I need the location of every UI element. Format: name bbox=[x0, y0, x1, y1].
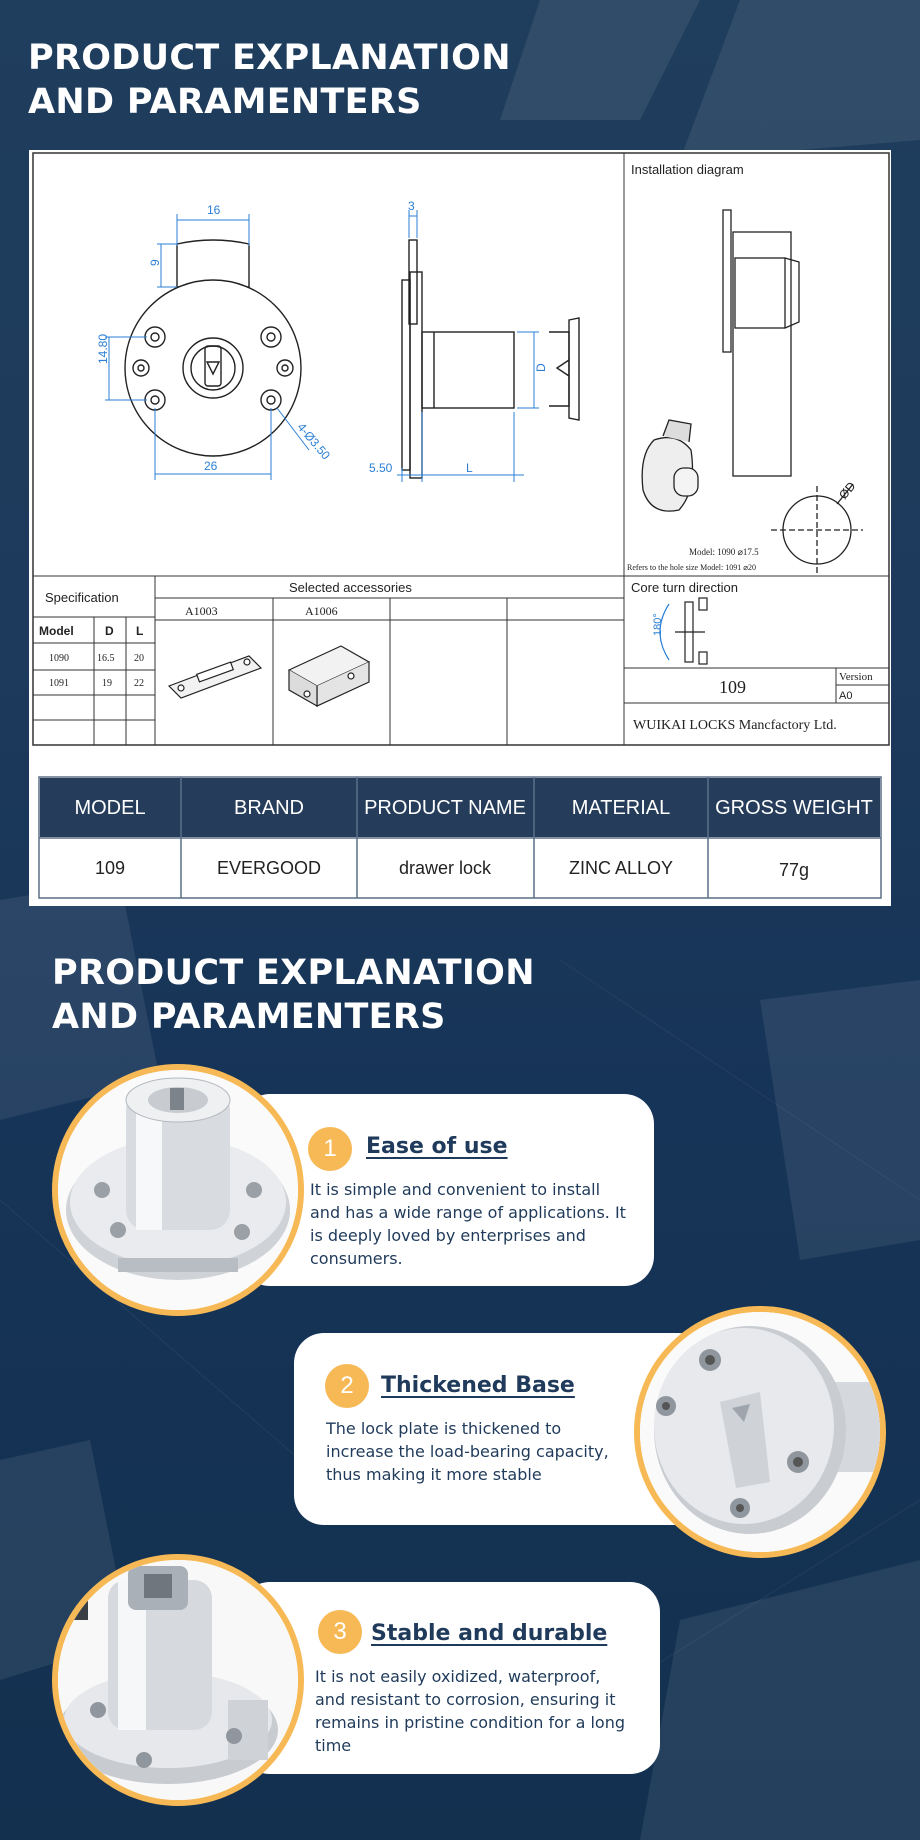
lock-photo-angle bbox=[52, 1554, 304, 1806]
dim-D: D bbox=[534, 363, 548, 372]
lock-photo-front bbox=[52, 1064, 304, 1316]
drawing-number: 109 bbox=[719, 677, 746, 697]
feature-number-badge: 1 bbox=[308, 1127, 352, 1171]
dim-phi-D: ØD bbox=[836, 479, 859, 502]
dim-hole: 4-Ø3.50 bbox=[294, 420, 333, 463]
feature-title: Stable and durable bbox=[371, 1621, 608, 1646]
version-label: Version bbox=[839, 671, 873, 683]
param-value-gross-weight: 77g bbox=[778, 860, 810, 880]
feature-number-badge: 3 bbox=[318, 1610, 362, 1654]
spec-cell: 1090 bbox=[49, 653, 69, 664]
param-value-brand: EVERGOOD bbox=[216, 858, 322, 878]
dim-16: 16 bbox=[207, 203, 221, 217]
core-turn-label: Core turn direction bbox=[631, 580, 738, 595]
front-view bbox=[125, 240, 301, 456]
lock-photo-base bbox=[634, 1306, 886, 1558]
dim-3: 3 bbox=[408, 199, 415, 213]
spec-header-l: L bbox=[136, 624, 144, 638]
installation-diagram-label: Installation diagram bbox=[631, 162, 744, 177]
spec-cell: 22 bbox=[134, 678, 144, 689]
param-value-product-name: drawer lock bbox=[398, 858, 492, 878]
version-value: A0 bbox=[839, 690, 853, 702]
feature-title: Thickened Base bbox=[381, 1373, 575, 1398]
feature-description: It is not easily oxidized, waterproof, and resistant to corrosion, ensuring it remains in pristine condition for a long time bbox=[315, 1667, 626, 1755]
spec-cell: 19 bbox=[102, 678, 112, 689]
param-header-brand: BRAND bbox=[233, 797, 305, 819]
section-title-2 bbox=[52, 951, 535, 1039]
dim-180: 180° bbox=[652, 613, 664, 636]
install-note-1: Model: 1090 ⌀17.5 bbox=[689, 547, 759, 557]
dim-L: L bbox=[466, 461, 473, 475]
feature-title: Ease of use bbox=[366, 1134, 508, 1159]
installation-view bbox=[642, 210, 863, 574]
accessory-code-a1003: A1003 bbox=[185, 604, 218, 618]
dim-14-80: 14.80 bbox=[96, 333, 110, 364]
param-value-model: 109 bbox=[94, 858, 126, 878]
section-title-1 bbox=[28, 36, 511, 124]
param-header-product-name: PRODUCT NAME bbox=[364, 797, 526, 819]
dim-5-50: 5.50 bbox=[369, 461, 393, 475]
dim-26: 26 bbox=[204, 459, 218, 473]
company-name: WUIKAI LOCKS Mancfactory Ltd. bbox=[633, 718, 837, 733]
feature-number-badge: 2 bbox=[325, 1364, 369, 1408]
accessory-a1006-drawing bbox=[289, 646, 369, 706]
param-header-gross-weight: GROSS WEIGHT bbox=[715, 797, 873, 819]
title-line-2: AND PARAMENTERS bbox=[28, 82, 422, 122]
feature-description: The lock plate is thickened to increase the load-bearing capacity, thus making it more stable bbox=[326, 1419, 609, 1484]
side-dimensions bbox=[397, 210, 539, 482]
technical-drawing bbox=[29, 150, 891, 906]
title-line-1: PRODUCT EXPLANATION bbox=[28, 38, 511, 78]
specification-label: Specification bbox=[45, 590, 119, 605]
accessory-a1003-drawing bbox=[169, 656, 261, 698]
spec-cell: 1091 bbox=[49, 678, 69, 689]
accessory-code-a1006: A1006 bbox=[305, 604, 338, 618]
param-value-material: ZINC ALLOY bbox=[568, 858, 674, 878]
title-line-1: PRODUCT EXPLANATION bbox=[52, 953, 535, 993]
param-header-model: MODEL bbox=[74, 797, 146, 819]
install-note-2: Refers to the hole size Model: 1091 ⌀20 bbox=[627, 563, 757, 572]
accessories-label: Selected accessories bbox=[289, 580, 412, 595]
dim-9: 9 bbox=[148, 259, 162, 266]
feature-description: It is simple and convenient to install and has a wide range of applications. It is deeply loved by enterprises and consumers. bbox=[310, 1180, 626, 1268]
spec-header-d: D bbox=[105, 624, 114, 638]
spec-cell: 20 bbox=[134, 653, 144, 664]
spec-header-model: Model bbox=[39, 624, 74, 638]
param-header-material: MATERIAL bbox=[571, 797, 671, 819]
spec-cell: 16.5 bbox=[97, 653, 115, 664]
core-turn-icon bbox=[660, 598, 707, 664]
title-line-2: AND PARAMENTERS bbox=[52, 997, 446, 1037]
side-view bbox=[402, 240, 579, 478]
parameter-table bbox=[39, 777, 881, 898]
